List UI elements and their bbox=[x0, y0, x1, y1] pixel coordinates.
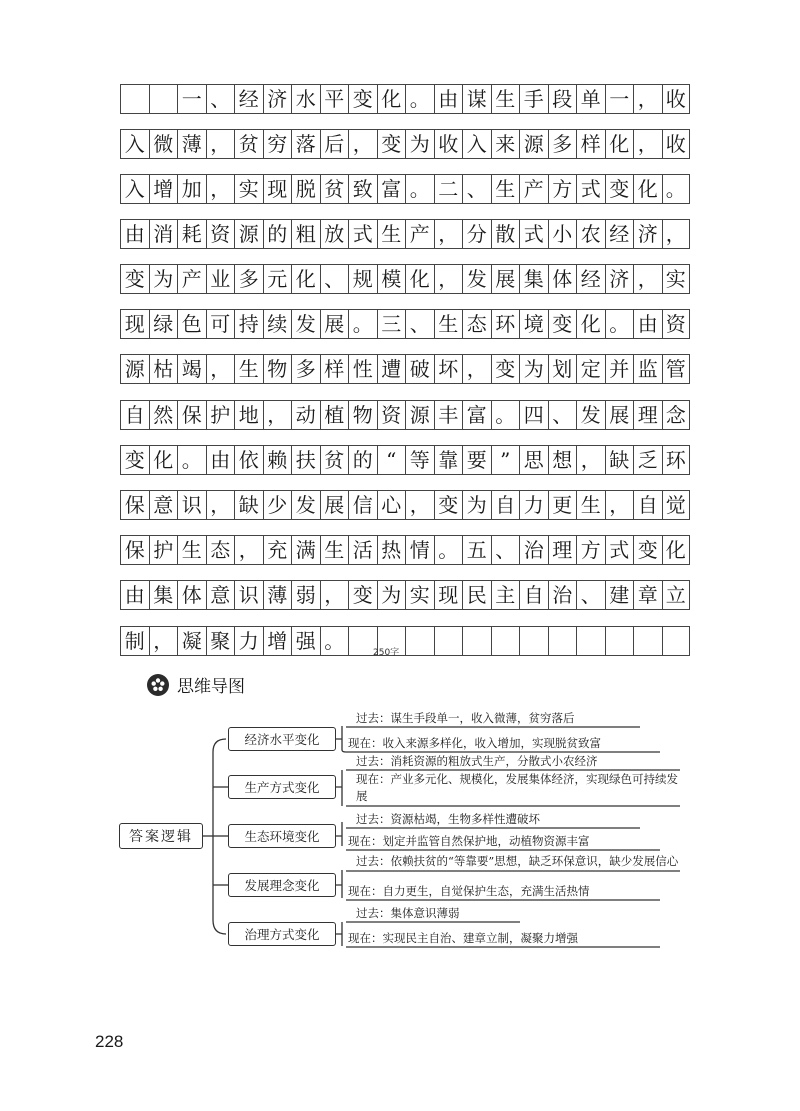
essay-cell: 经 bbox=[576, 264, 605, 294]
essay-cell: 、 bbox=[405, 309, 434, 339]
page-number: 228 bbox=[95, 1032, 124, 1051]
essay-cell: 坏 bbox=[434, 354, 463, 384]
essay-cell: ， bbox=[149, 626, 178, 656]
essay-cell: 并 bbox=[605, 354, 634, 384]
essay-cell: 单 bbox=[576, 84, 605, 114]
essay-cell: 源 bbox=[519, 129, 548, 159]
essay-cell: 化 bbox=[405, 264, 434, 294]
essay-cell: 现 bbox=[263, 174, 292, 204]
essay-cell: 理 bbox=[548, 535, 577, 565]
essay-cell: 变 bbox=[491, 354, 520, 384]
essay-cell: 思 bbox=[519, 445, 548, 475]
essay-cell: 聚 bbox=[206, 626, 235, 656]
essay-cell: 护 bbox=[206, 400, 235, 430]
essay-cell: 贫 bbox=[234, 129, 263, 159]
essay-cell: ， bbox=[348, 129, 377, 159]
essay-cell: 变 bbox=[605, 174, 634, 204]
essay-cell: 变 bbox=[377, 129, 406, 159]
essay-cell: 为 bbox=[462, 490, 491, 520]
essay-cell: 样 bbox=[576, 129, 605, 159]
essay-cell: 定 bbox=[576, 354, 605, 384]
essay-cell: 护 bbox=[149, 535, 178, 565]
essay-cell: 展 bbox=[320, 309, 349, 339]
essay-cell: 化 bbox=[377, 84, 406, 114]
essay-cell: 。 bbox=[348, 309, 377, 339]
leaf-now: 现在：自力更生，自觉保护生态，充满生活热情 bbox=[348, 884, 590, 898]
essay-cell: 体 bbox=[548, 264, 577, 294]
leaf-past: 过去：谋生手段单一，收入微薄，贫穷落后 bbox=[356, 711, 575, 725]
essay-cell: “ bbox=[377, 445, 406, 475]
essay-cell: 穷 bbox=[263, 129, 292, 159]
essay-cell: 意 bbox=[206, 580, 235, 610]
essay-cell: 体 bbox=[177, 580, 206, 610]
essay-cell: 发 bbox=[291, 309, 320, 339]
essay-cell: 变 bbox=[434, 490, 463, 520]
essay-cell: 谋 bbox=[462, 84, 491, 114]
branch-production: 生产方式变化 bbox=[228, 775, 336, 799]
essay-cell: ” bbox=[491, 445, 520, 475]
leaf-past: 过去：消耗资源的粗放式生产，分散式小农经济 bbox=[356, 754, 598, 768]
essay-cell: 变 bbox=[348, 84, 377, 114]
essay-cell: 的 bbox=[263, 219, 292, 249]
essay-cell: ， bbox=[576, 445, 605, 475]
leaf-now: 现在：产业多元化、规模化，发展集体经济，实现绿色可持续发展 bbox=[356, 772, 678, 803]
essay-cell: 收 bbox=[434, 129, 463, 159]
essay-cell: 生 bbox=[234, 354, 263, 384]
essay-cell: 的 bbox=[348, 445, 377, 475]
essay-cell: 可 bbox=[206, 309, 235, 339]
essay-cell: 变 bbox=[348, 580, 377, 610]
essay-cell: 式 bbox=[605, 535, 634, 565]
essay-cell: 发 bbox=[462, 264, 491, 294]
essay-cell: 多 bbox=[234, 264, 263, 294]
essay-cell: 乏 bbox=[633, 445, 662, 475]
essay-cell: 为 bbox=[519, 354, 548, 384]
essay-cell: 发 bbox=[291, 490, 320, 520]
essay-cell: 脱 bbox=[291, 174, 320, 204]
essay-cell: 生 bbox=[434, 309, 463, 339]
essay-cell: 一 bbox=[177, 84, 206, 114]
essay-cell: 、 bbox=[462, 174, 491, 204]
essay-cell: 济 bbox=[263, 84, 292, 114]
essay-cell: 扶 bbox=[291, 445, 320, 475]
essay-cell: ， bbox=[633, 129, 662, 159]
essay-cell: 产 bbox=[177, 264, 206, 294]
essay-cell: 展 bbox=[491, 264, 520, 294]
essay-cell: 保 bbox=[120, 490, 149, 520]
essay-cell: 式 bbox=[576, 174, 605, 204]
essay-cell: 现 bbox=[120, 309, 149, 339]
essay-cell: 后 bbox=[320, 129, 349, 159]
essay-cell: ， bbox=[633, 84, 662, 114]
essay-cell: 资 bbox=[377, 400, 406, 430]
essay-cell: 实 bbox=[234, 174, 263, 204]
essay-cell: 入 bbox=[120, 129, 149, 159]
essay-cell: 水 bbox=[291, 84, 320, 114]
leaf-now: 现在：划定并监管自然保护地，动植物资源丰富 bbox=[348, 834, 590, 848]
essay-cell: 农 bbox=[576, 219, 605, 249]
essay-cell: ， bbox=[405, 490, 434, 520]
essay-cell: 变 bbox=[120, 264, 149, 294]
essay-cell: 识 bbox=[177, 490, 206, 520]
essay-cell: ， bbox=[206, 354, 235, 384]
essay-cell: 想 bbox=[548, 445, 577, 475]
essay-cell: 色 bbox=[177, 309, 206, 339]
essay-cell: 民 bbox=[462, 580, 491, 610]
essay-cell: 化 bbox=[633, 174, 662, 204]
essay-cell: 意 bbox=[149, 490, 178, 520]
essay-cell: 依 bbox=[234, 445, 263, 475]
essay-cell: ， bbox=[434, 219, 463, 249]
essay-cell: 一 bbox=[605, 84, 634, 114]
essay-cell: 小 bbox=[548, 219, 577, 249]
essay-cell: 动 bbox=[291, 400, 320, 430]
essay-cell: 觉 bbox=[662, 490, 691, 520]
essay-cell: ， bbox=[234, 535, 263, 565]
essay-cell: 治 bbox=[548, 580, 577, 610]
essay-cell: 由 bbox=[434, 84, 463, 114]
essay-cell: 入 bbox=[120, 174, 149, 204]
essay-cell: 收 bbox=[662, 84, 691, 114]
essay-cell: 变 bbox=[548, 309, 577, 339]
essay-cell: 济 bbox=[633, 219, 662, 249]
essay-cell: 化 bbox=[662, 535, 691, 565]
essay-cell: 济 bbox=[605, 264, 634, 294]
essay-cell: 。 bbox=[662, 174, 691, 204]
essay-cell: 源 bbox=[234, 219, 263, 249]
essay-cell: 环 bbox=[491, 309, 520, 339]
essay-cell: 为 bbox=[149, 264, 178, 294]
essay-cell: 破 bbox=[405, 354, 434, 384]
essay-cell: 式 bbox=[519, 219, 548, 249]
essay-cell: 充 bbox=[263, 535, 292, 565]
essay-cell: 式 bbox=[348, 219, 377, 249]
essay-cell: 生 bbox=[320, 535, 349, 565]
essay-cell: 富 bbox=[462, 400, 491, 430]
essay-cell: 实 bbox=[405, 580, 434, 610]
mindmap-root: 答案逻辑 bbox=[119, 823, 203, 849]
word-count-label: 250字 bbox=[373, 648, 400, 658]
essay-cell: 态 bbox=[462, 309, 491, 339]
essay-cell: 集 bbox=[519, 264, 548, 294]
essay-cell: 制 bbox=[120, 626, 149, 656]
essay-cell: 、 bbox=[491, 535, 520, 565]
essay-cell: 规 bbox=[348, 264, 377, 294]
essay-cell: 绿 bbox=[149, 309, 178, 339]
essay-cell: 自 bbox=[491, 490, 520, 520]
essay-cell: 强 bbox=[291, 626, 320, 656]
essay-cell: 、 bbox=[576, 580, 605, 610]
essay-cell: 生 bbox=[491, 84, 520, 114]
essay-cell: 富 bbox=[377, 174, 406, 204]
essay-cell: 、 bbox=[548, 400, 577, 430]
essay-cell: ， bbox=[206, 490, 235, 520]
leaf-past: 过去：资源枯竭，生物多样性遭破坏 bbox=[356, 812, 540, 826]
essay-cell: 植 bbox=[320, 400, 349, 430]
essay-cell: ， bbox=[434, 264, 463, 294]
essay-cell: 五 bbox=[462, 535, 491, 565]
essay-cell: 缺 bbox=[234, 490, 263, 520]
essay-cell: 满 bbox=[291, 535, 320, 565]
essay-cell: 性 bbox=[348, 354, 377, 384]
essay-cell: 放 bbox=[320, 219, 349, 249]
essay-cell: 手 bbox=[519, 84, 548, 114]
essay-cell: 分 bbox=[462, 219, 491, 249]
essay-cell: 丰 bbox=[434, 400, 463, 430]
essay-cell: 展 bbox=[320, 490, 349, 520]
essay-cell: 来 bbox=[491, 129, 520, 159]
essay-cell: 平 bbox=[320, 84, 349, 114]
essay-cell: 治 bbox=[519, 535, 548, 565]
leaf-now: 现在：收入来源多样化，收入增加，实现脱贫致富 bbox=[348, 736, 601, 750]
essay-cell: 方 bbox=[576, 535, 605, 565]
essay-cell: 物 bbox=[348, 400, 377, 430]
essay-cell: 自 bbox=[519, 580, 548, 610]
essay-cell: 环 bbox=[662, 445, 691, 475]
essay-cell: 化 bbox=[576, 309, 605, 339]
essay-cell: 元 bbox=[263, 264, 292, 294]
essay-cell: 持 bbox=[234, 309, 263, 339]
leaf-past: 过去：集体意识薄弱 bbox=[356, 906, 460, 920]
essay-cell: 三 bbox=[377, 309, 406, 339]
essay-cell: 展 bbox=[605, 400, 634, 430]
essay-cell: 热 bbox=[377, 535, 406, 565]
essay-cell: 方 bbox=[548, 174, 577, 204]
essay-cell: 化 bbox=[605, 129, 634, 159]
essay-cell: 划 bbox=[548, 354, 577, 384]
essay-cell: 管 bbox=[662, 354, 691, 384]
essay-cell: 地 bbox=[234, 400, 263, 430]
essay-cell: 落 bbox=[291, 129, 320, 159]
essay-cell: 增 bbox=[149, 174, 178, 204]
essay-cell: 竭 bbox=[177, 354, 206, 384]
essay-cell: 情 bbox=[405, 535, 434, 565]
essay-cell: 境 bbox=[519, 309, 548, 339]
essay-cell: 保 bbox=[177, 400, 206, 430]
essay-cell: 力 bbox=[234, 626, 263, 656]
essay-cell: 保 bbox=[120, 535, 149, 565]
essay-cell: 薄 bbox=[177, 129, 206, 159]
essay-cell: 变 bbox=[120, 445, 149, 475]
essay-cell: 产 bbox=[519, 174, 548, 204]
essay-cell: 自 bbox=[633, 490, 662, 520]
essay-cell: 资 bbox=[206, 219, 235, 249]
essay-cell: 识 bbox=[234, 580, 263, 610]
essay-cell: 二 bbox=[434, 174, 463, 204]
essay-cell: 枯 bbox=[149, 354, 178, 384]
essay-cell: 章 bbox=[633, 580, 662, 610]
essay-cell: 缺 bbox=[605, 445, 634, 475]
essay-cell: 产 bbox=[405, 219, 434, 249]
essay-cell: 。 bbox=[491, 400, 520, 430]
essay-cell: 由 bbox=[633, 309, 662, 339]
essay-cell: 样 bbox=[320, 354, 349, 384]
essay-cell: 资 bbox=[662, 309, 691, 339]
essay-cell: 然 bbox=[149, 400, 178, 430]
essay-cell: 收 bbox=[662, 129, 691, 159]
essay-cell: ， bbox=[633, 264, 662, 294]
essay-cell: 凝 bbox=[177, 626, 206, 656]
essay-cell: 多 bbox=[291, 354, 320, 384]
essay-cell: 散 bbox=[491, 219, 520, 249]
leaf-now: 现在：实现民主自治、建章立制，凝聚力增强 bbox=[348, 931, 578, 945]
essay-cell: ， bbox=[320, 580, 349, 610]
essay-cell: 加 bbox=[177, 174, 206, 204]
essay-cell: 。 bbox=[605, 309, 634, 339]
essay-cell: 监 bbox=[633, 354, 662, 384]
essay-cell: 靠 bbox=[434, 445, 463, 475]
essay-cell: ， bbox=[605, 490, 634, 520]
essay-cell: 模 bbox=[377, 264, 406, 294]
branch-economy: 经济水平变化 bbox=[228, 727, 336, 751]
essay-cell: 弱 bbox=[291, 580, 320, 610]
essay-cell: 立 bbox=[662, 580, 691, 610]
essay-cell: 多 bbox=[548, 129, 577, 159]
essay-cell: ， bbox=[206, 174, 235, 204]
essay-cell: 遭 bbox=[377, 354, 406, 384]
essay-cell: 心 bbox=[377, 490, 406, 520]
essay-cell: 集 bbox=[149, 580, 178, 610]
essay-cell: 实 bbox=[662, 264, 691, 294]
essay-cell: ， bbox=[263, 400, 292, 430]
essay-cell: ， bbox=[662, 219, 691, 249]
essay-cell: 源 bbox=[405, 400, 434, 430]
essay-cell: 为 bbox=[377, 580, 406, 610]
essay-cell: 念 bbox=[662, 400, 691, 430]
essay-cell: 自 bbox=[120, 400, 149, 430]
essay-cell: 业 bbox=[206, 264, 235, 294]
essay-cell: 段 bbox=[548, 84, 577, 114]
essay-cell: ， bbox=[206, 129, 235, 159]
essay-cell: 由 bbox=[120, 580, 149, 610]
essay-cell: 物 bbox=[263, 354, 292, 384]
essay-cell: 建 bbox=[605, 580, 634, 610]
essay-cell: 现 bbox=[434, 580, 463, 610]
essay-cell: 薄 bbox=[263, 580, 292, 610]
essay-cell: 理 bbox=[633, 400, 662, 430]
essay-cell: 等 bbox=[405, 445, 434, 475]
essay-cell: 信 bbox=[348, 490, 377, 520]
essay-cell: 消 bbox=[149, 219, 178, 249]
essay-cell: 入 bbox=[462, 129, 491, 159]
essay-cell: 化 bbox=[149, 445, 178, 475]
essay-cell: 致 bbox=[348, 174, 377, 204]
essay-cell: 生 bbox=[491, 174, 520, 204]
essay-cell: 。 bbox=[320, 626, 349, 656]
essay-cell: 由 bbox=[206, 445, 235, 475]
essay-cell: 续 bbox=[263, 309, 292, 339]
essay-cell: 。 bbox=[434, 535, 463, 565]
essay-cell: 粗 bbox=[291, 219, 320, 249]
essay-cell: 。 bbox=[405, 174, 434, 204]
essay-cell: 赖 bbox=[263, 445, 292, 475]
mindmap-title: 思维导图 bbox=[177, 677, 245, 697]
essay-cell: 生 bbox=[177, 535, 206, 565]
essay-cell: 化 bbox=[291, 264, 320, 294]
essay-cell: 少 bbox=[263, 490, 292, 520]
essay-cell: 、 bbox=[206, 84, 235, 114]
essay-cell: 生 bbox=[377, 219, 406, 249]
essay-cell: 主 bbox=[491, 580, 520, 610]
essay-cell: 、 bbox=[320, 264, 349, 294]
essay-cell: 贫 bbox=[320, 445, 349, 475]
essay-cell: 为 bbox=[405, 129, 434, 159]
essay-cell: ， bbox=[462, 354, 491, 384]
essay-cell: 生 bbox=[576, 490, 605, 520]
essay-cell: 活 bbox=[348, 535, 377, 565]
essay-cell: 四 bbox=[519, 400, 548, 430]
essay-cell: 力 bbox=[519, 490, 548, 520]
branch-ecology: 生态环境变化 bbox=[228, 824, 336, 848]
essay-cell: 由 bbox=[120, 219, 149, 249]
branch-governance: 治理方式变化 bbox=[228, 922, 336, 946]
essay-cell: 更 bbox=[548, 490, 577, 520]
essay-cell: 源 bbox=[120, 354, 149, 384]
essay-cell: 。 bbox=[177, 445, 206, 475]
essay-cell: 贫 bbox=[320, 174, 349, 204]
essay-cell: 经 bbox=[234, 84, 263, 114]
essay-cell: 耗 bbox=[177, 219, 206, 249]
essay-cell: 微 bbox=[149, 129, 178, 159]
essay-cell: 态 bbox=[206, 535, 235, 565]
essay-cell: 增 bbox=[263, 626, 292, 656]
essay-cell: 。 bbox=[405, 84, 434, 114]
essay-cell: 要 bbox=[462, 445, 491, 475]
leaf-past: 过去：依赖扶贫的“等靠要”思想，缺乏环保意识，缺少发展信心 bbox=[356, 854, 679, 868]
branch-concept: 发展理念变化 bbox=[228, 873, 336, 897]
essay-cell: 经 bbox=[605, 219, 634, 249]
essay-cell: 发 bbox=[576, 400, 605, 430]
essay-cell: 变 bbox=[633, 535, 662, 565]
